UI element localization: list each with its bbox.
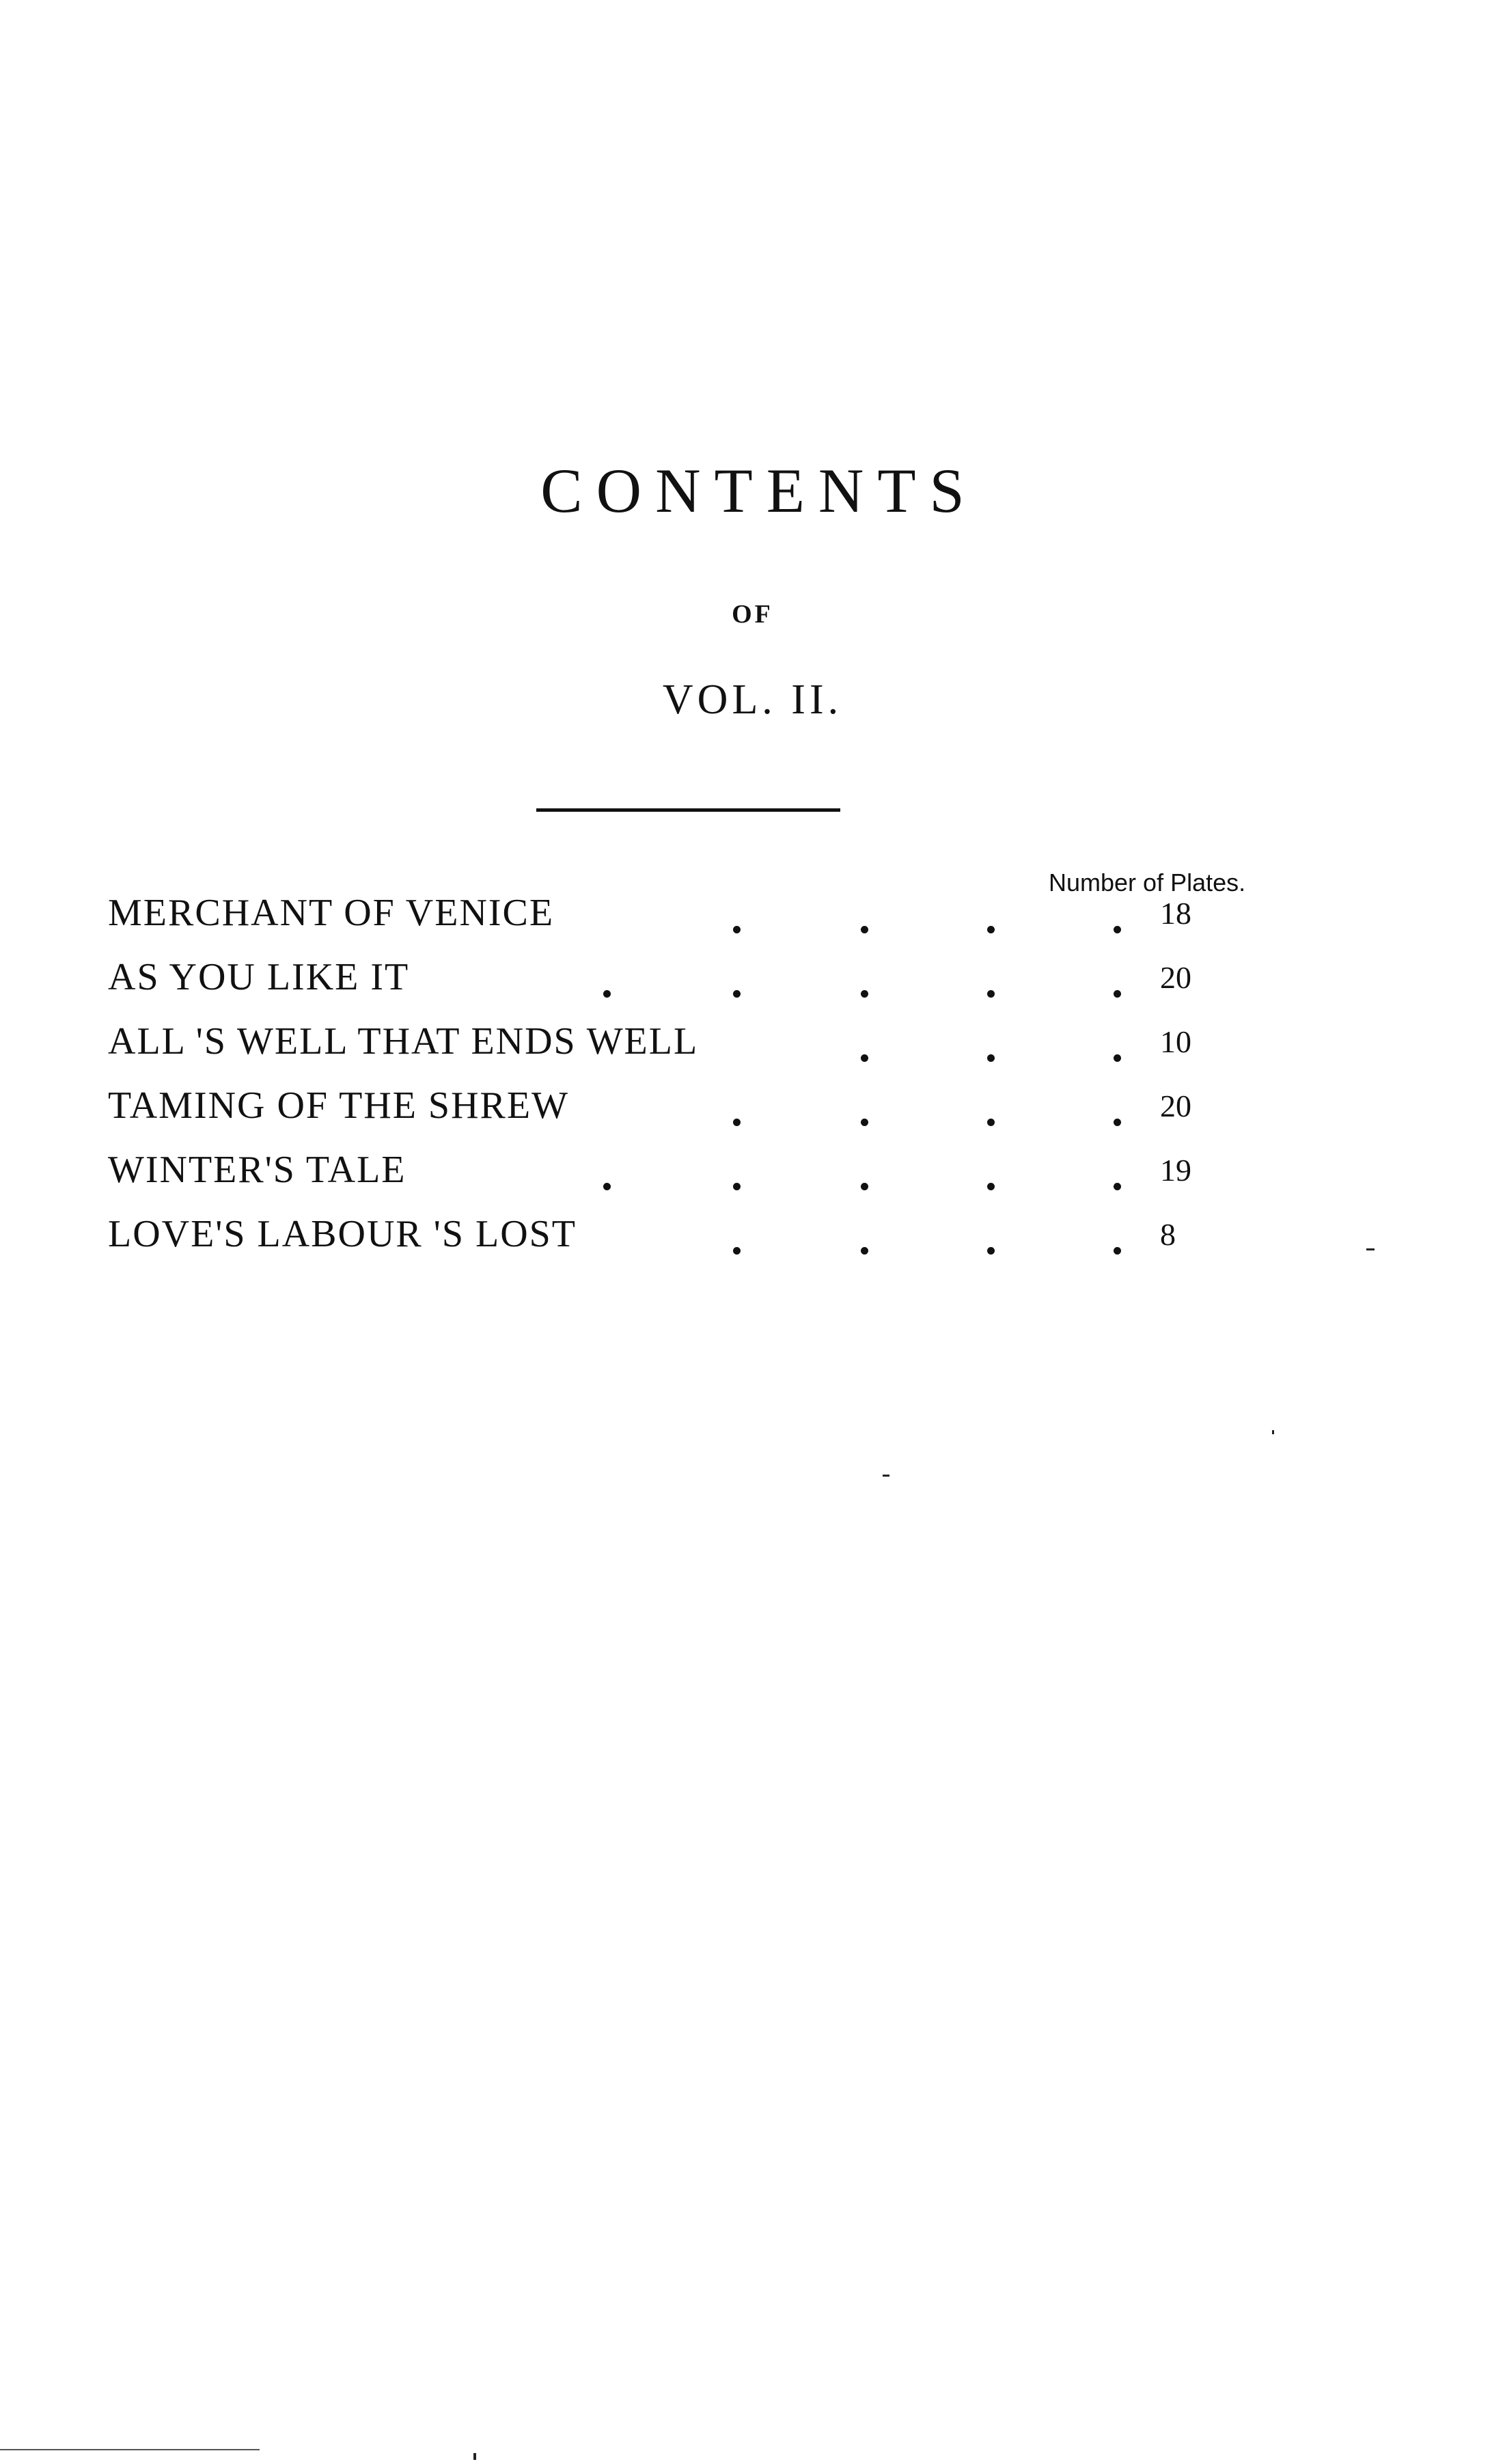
contents-entry[interactable]: [108, 1151, 1269, 1212]
contents-entry[interactable]: [108, 1215, 1269, 1276]
scan-speck: [473, 2453, 476, 2460]
scan-speck: [883, 1475, 889, 1477]
entry-title: LOVE'S LABOUR 'S LOST: [108, 1213, 577, 1255]
contents-entry[interactable]: [108, 894, 1269, 955]
contents-entry[interactable]: [108, 958, 1269, 1019]
scan-speck: [1366, 1248, 1375, 1250]
plate-count: 8: [1160, 1217, 1176, 1252]
volume-label: VOL. II.: [662, 676, 843, 723]
entry-title: AS YOU LIKE IT: [108, 956, 410, 998]
entry-title: ALL 'S WELL THAT ENDS WELL: [108, 1020, 699, 1063]
page-title: CONTENTS: [540, 456, 978, 525]
leader-dots: [108, 1215, 1269, 1276]
entry-title: WINTER'S TALE: [108, 1149, 406, 1191]
title-rule: [536, 808, 840, 812]
plates-column-header: Number of Plates.: [1049, 868, 1246, 896]
plate-count: 19: [1160, 1153, 1191, 1188]
leader-dots: [108, 894, 1269, 955]
scan-speck: [1272, 1430, 1274, 1434]
plate-count: 20: [1160, 1089, 1191, 1123]
title-connector: OF: [732, 600, 773, 629]
leader-dots: [108, 1151, 1269, 1212]
leader-dots: [108, 958, 1269, 1019]
plate-count: 20: [1160, 960, 1191, 995]
plate-count: 18: [1160, 896, 1191, 931]
entry-title: TAMING OF THE SHREW: [108, 1084, 569, 1127]
plate-count: 10: [1160, 1024, 1191, 1059]
contents-entry[interactable]: [108, 1022, 1269, 1084]
leader-dots: [108, 1022, 1269, 1084]
scan-edge-mark: [0, 2449, 260, 2450]
leader-dots: [108, 1086, 1269, 1148]
entry-title: MERCHANT OF VENICE: [108, 892, 555, 934]
contents-entry[interactable]: [108, 1086, 1269, 1148]
